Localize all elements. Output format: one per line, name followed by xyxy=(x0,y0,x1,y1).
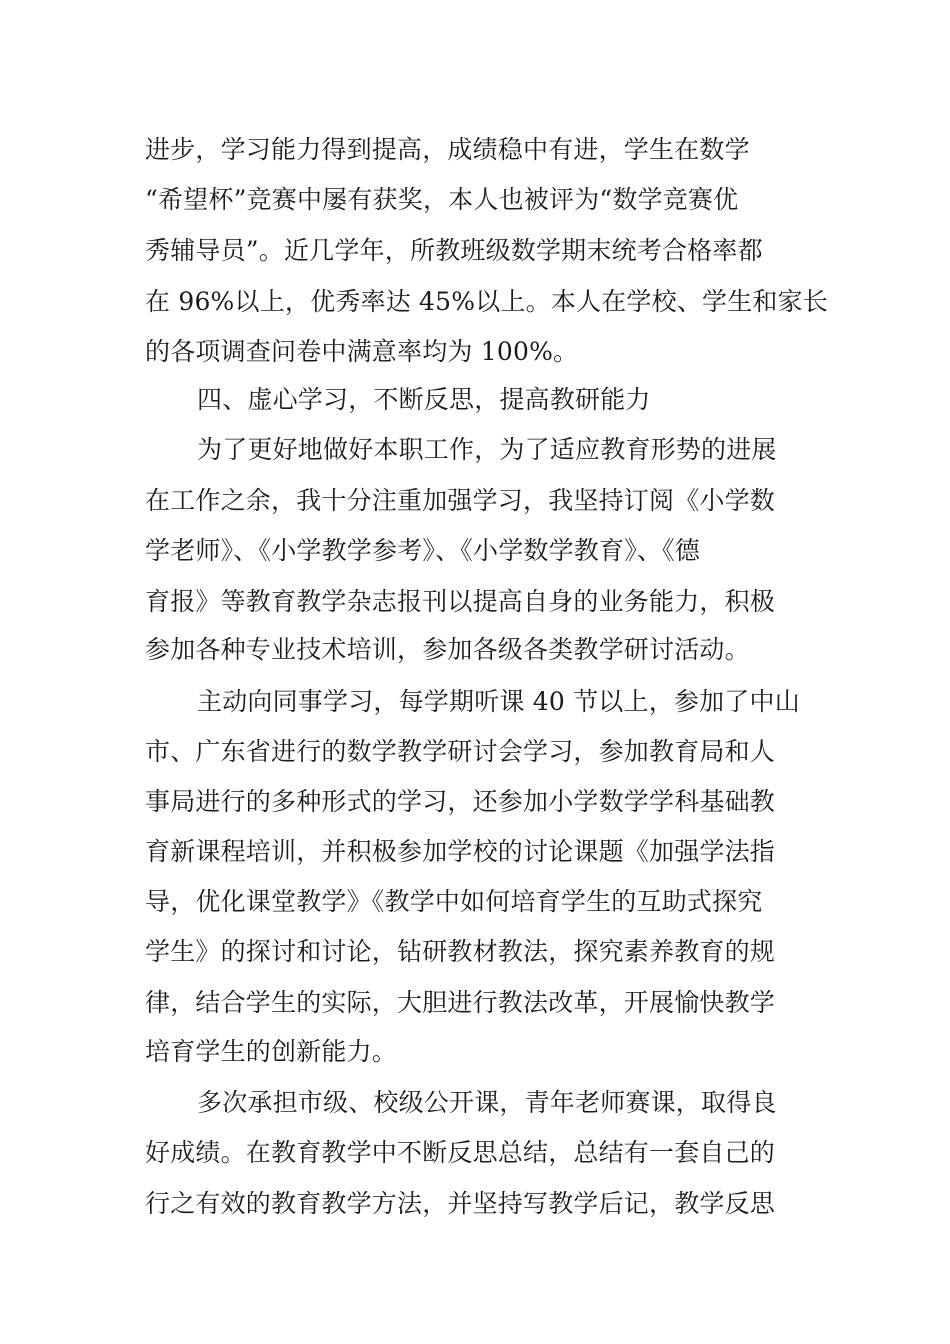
text-line: 培育学生的创新能力。 xyxy=(145,1037,398,1066)
text-line: 进步，学习能力得到提高，成绩稳中有进，学生在数学 xyxy=(145,135,750,164)
text-line: 行之有效的教育教学方法，并坚持写教学后记，教学反思 xyxy=(145,1189,776,1218)
section-heading: 四、虚心学习，不断反思，提高教研能力 xyxy=(197,385,651,414)
text-line: 导，优化课堂教学》《教学中如何培育学生的互助式探究 xyxy=(145,887,763,916)
text-line: 育报》等教育教学杂志报刊以提高自身的业务能力，积极 xyxy=(145,587,776,616)
text-line: “希望杯”竞赛中屡有获奖，本人也被评为“数学竞赛优 xyxy=(145,185,739,214)
text-line: 市、广东省进行的数学教学研讨会学习，参加教育局和人 xyxy=(145,737,776,766)
text-line: 学生》的探讨和讨论，钻研教材教法，探究素养教育的规 xyxy=(145,937,776,966)
text-line: 主动向同事学习，每学期听课 40 节以上，参加了中山 xyxy=(197,687,800,716)
text-line: 好成绩。在教育教学中不断反思总结，总结有一套自己的 xyxy=(145,1138,776,1167)
text-line: 事局进行的多种形式的学习，还参加小学数学学科基础教 xyxy=(145,787,776,816)
text-line: 育新课程培训，并积极参加学校的讨论课题《加强学法指 xyxy=(145,837,776,866)
text-line: 学老师》、《小学教学参考》、《小学数学教育》、《德 xyxy=(145,536,701,565)
text-line: 在工作之余，我十分注重加强学习，我坚持订阅《小学数 xyxy=(145,486,776,515)
text-line: 的各项调查问卷中满意率均为 100%。 xyxy=(145,337,579,366)
text-line: 在 96%以上，优秀率达 45%以上。本人在学校、学生和家长 xyxy=(145,287,829,316)
text-line: 参加各种专业技术培训，参加各级各类教学研讨活动。 xyxy=(145,635,750,664)
text-line: 秀辅导员”。近几学年，所教班级数学期末统考合格率都 xyxy=(145,236,763,265)
text-line: 多次承担市级、校级公开课，青年老师赛课，取得良 xyxy=(197,1088,777,1117)
text-line: 为了更好地做好本职工作，为了适应教育形势的进展 xyxy=(197,435,777,464)
text-line: 律，结合学生的实际，大胆进行教法改革，开展愉快教学 xyxy=(145,988,776,1017)
